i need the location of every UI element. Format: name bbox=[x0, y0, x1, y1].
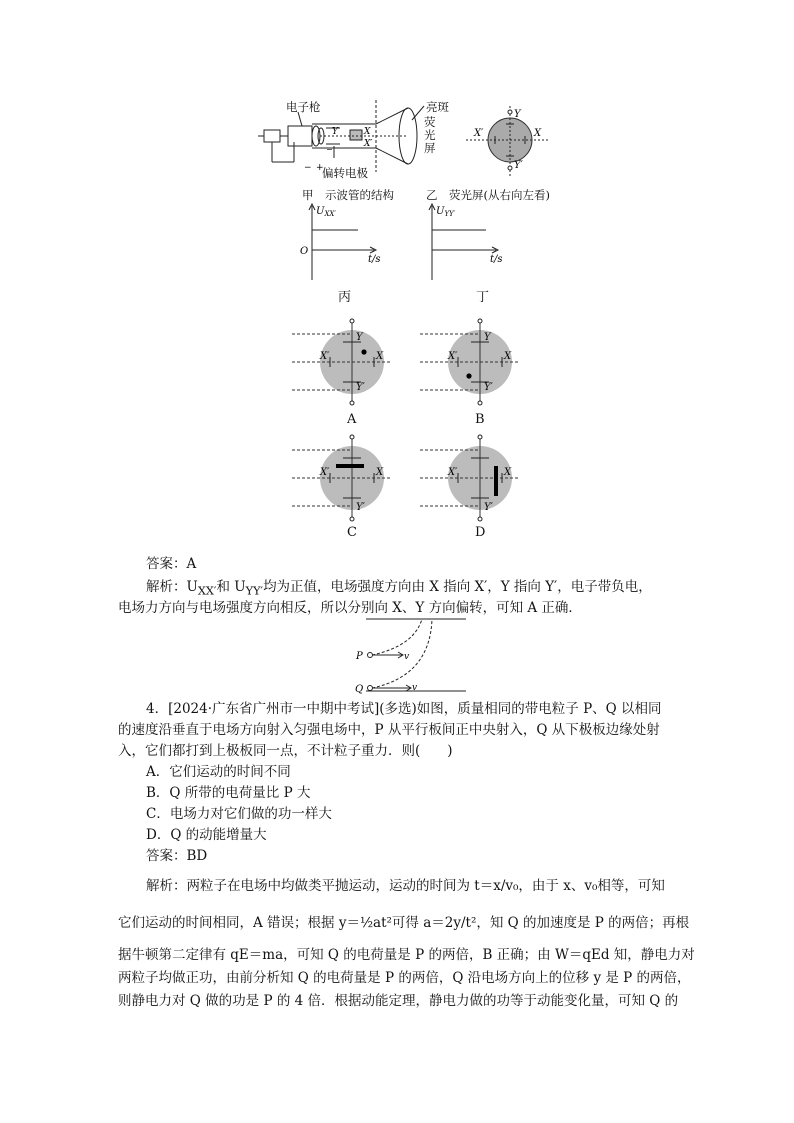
option-a-label: A bbox=[347, 412, 357, 427]
optA-xp: X′ bbox=[320, 351, 330, 362]
optD-xp: X′ bbox=[448, 467, 458, 478]
option-b-label: B bbox=[475, 412, 485, 427]
q4-stem-line-3: 入，它们都打到上极板同一点，不计粒子重力．则( ) bbox=[118, 743, 453, 759]
graph-ding-ysub: YY′ bbox=[444, 210, 456, 218]
graph-bing-ylabel: U bbox=[316, 206, 325, 217]
optD-x: X bbox=[504, 467, 512, 478]
q4-option-b: B．Q 所带的电荷量比 P 大 bbox=[146, 785, 311, 801]
optB-xp: X′ bbox=[448, 351, 458, 362]
screen-x: X bbox=[534, 128, 542, 139]
q4-analysis-line-5: 则静电力对 Q 做的功是 P 的 4 倍．根据动能定理，静电力做的功等于动能变化量，可知 Q 的 bbox=[118, 993, 679, 1009]
q4-option-d: D．Q 的动能增量大 bbox=[146, 827, 267, 843]
graph-ding bbox=[420, 200, 520, 285]
q4-answer: 答案：BD bbox=[146, 848, 208, 864]
q4-option-a: A．它们运动的时间不同 bbox=[146, 764, 291, 780]
q4-analysis-line-2: 它们运动的时间相同，A 错误；根据 y＝½at²可得 a＝2y/t²，知 Q 的加速度是 P 的两倍；再根 bbox=[118, 915, 690, 931]
screen-figure bbox=[462, 106, 552, 176]
option-d-label: D bbox=[475, 525, 486, 540]
graph-ding-xlabel: t/s bbox=[490, 254, 503, 265]
label-deflection-plates: 偏转电极 bbox=[322, 166, 368, 180]
pq-p: P bbox=[356, 651, 363, 662]
pq-v2: v bbox=[412, 683, 418, 693]
screen-xp: X′ bbox=[474, 128, 484, 139]
graph-ding-ylabel: U bbox=[436, 206, 445, 217]
q4-analysis-line-3: 据牛顿第二定律有 qE＝ma，可知 Q 的电荷量是 P 的两倍，B 正确；由 W＝qEd 知，静电力对 bbox=[118, 947, 695, 963]
pq-figure bbox=[352, 616, 472, 696]
tube-x-label: X bbox=[364, 127, 371, 137]
q4-option-c: C．电场力对它们做的功一样大 bbox=[146, 806, 332, 822]
optC-yp: Y′ bbox=[356, 502, 365, 513]
minus-sign-2: − bbox=[304, 163, 312, 173]
optB-x: X bbox=[504, 351, 512, 362]
minus-sign: − bbox=[326, 145, 333, 154]
svg-text:UYY′ bbox=[436, 206, 456, 218]
label-bright-spot: 亮斑 bbox=[426, 100, 449, 114]
svg-text:UXX′ bbox=[316, 206, 336, 218]
q3-answer: 答案：A bbox=[146, 556, 197, 572]
optA-yp: Y′ bbox=[356, 382, 365, 393]
optC-xp: X′ bbox=[320, 467, 330, 478]
graph-bing-origin: O bbox=[300, 246, 309, 257]
screen-y: Y bbox=[514, 109, 521, 120]
optD-yp: Y′ bbox=[484, 502, 493, 513]
screen-yp: Y′ bbox=[514, 160, 523, 171]
label-electron-gun: 电子枪 bbox=[286, 100, 321, 114]
graph-bing-ysub: XX′ bbox=[324, 210, 336, 218]
pq-v1: v bbox=[404, 652, 410, 662]
q4-stem-line-2: 的速度沿垂直于电场方向射入匀强电场中，P 从平行板间正中央射入，Q 从下极板边缘处射 bbox=[118, 722, 660, 738]
graph-bing bbox=[296, 200, 396, 285]
tube-y-label: Y bbox=[332, 127, 338, 137]
option-figures bbox=[280, 318, 540, 548]
graph-bing-xlabel: t/s bbox=[368, 254, 381, 265]
caption-jia: 甲 示波管的结构 bbox=[302, 188, 394, 202]
pq-q: Q bbox=[355, 684, 364, 695]
plus-sign: + bbox=[316, 163, 324, 173]
option-c-label: C bbox=[347, 525, 357, 540]
q3-analysis-line-1: 解析：$U_{XX'}$和 $U_{YY'}$均为正值，电场强度方向由 X 指向 X′，Y 指向 Y′，电子带负电， bbox=[146, 579, 652, 598]
caption-ding: 丁 bbox=[476, 290, 490, 305]
caption-yi: 乙 荧光屏(从右向左看) bbox=[426, 188, 550, 202]
label-screen: 荧 光 屏 bbox=[424, 115, 436, 155]
q4-analysis-line-1: 解析：两粒子在电场中均做类平抛运动，运动的时间为 t＝x/v₀，由于 x、v₀相等，可知 bbox=[146, 878, 665, 894]
optA-x: X bbox=[376, 351, 384, 362]
q3-analysis-line-2: 电场力方向与电场强度方向相反，所以分别向 X、Y 方向偏转，可知 A 正确． bbox=[118, 600, 582, 616]
q4-stem-line-1: 4．[2024·广东省广州市一中期中考试](多选)如图，质量相同的带电粒子 P、Q 以相同 bbox=[146, 701, 662, 717]
optB-yp: Y′ bbox=[484, 382, 493, 393]
optB-y: Y bbox=[484, 332, 491, 343]
q4-analysis-line-4: 两粒子均做正功，由前分析知 Q 的电荷量是 P 的两倍，Q 沿电场方向上的位移 y 是 P 的两倍， bbox=[118, 970, 691, 986]
tube-xp-label: X′ bbox=[364, 139, 373, 149]
optC-x: X bbox=[376, 467, 384, 478]
caption-bing: 丙 bbox=[338, 290, 352, 305]
optA-y: Y bbox=[356, 332, 363, 343]
